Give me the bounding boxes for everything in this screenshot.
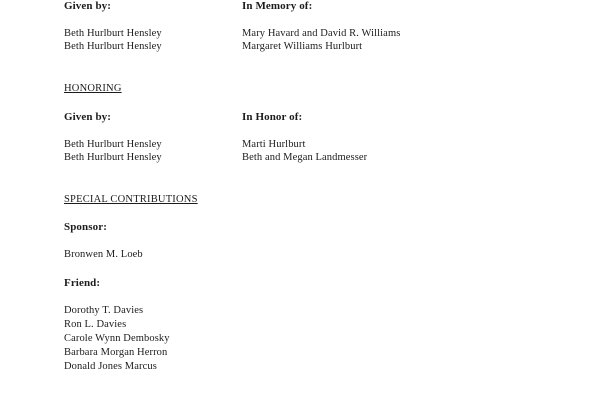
friend-name: Dorothy T. Davies [64, 305, 144, 316]
honoring-honoree: Beth and Megan Landmesser [242, 152, 368, 163]
memorial-honoree: Margaret Williams Hurlburt [242, 41, 363, 52]
honoring-section-title: HONORING [64, 83, 122, 94]
special-contributions-section-title: SPECIAL CONTRIBUTIONS [64, 194, 198, 205]
in-honor-of-heading: In Honor of: [242, 111, 303, 123]
given-by-heading: Given by: [64, 0, 112, 12]
given-by-heading: Given by: [64, 111, 112, 123]
friend-name: Donald Jones Marcus [64, 361, 157, 372]
friend-name: Ron L. Davies [64, 319, 127, 330]
in-memory-of-heading: In Memory of: [242, 0, 313, 12]
sponsor-heading: Sponsor: [64, 221, 107, 233]
friend-heading: Friend: [64, 277, 101, 289]
sponsor-name: Bronwen M. Loeb [64, 249, 143, 260]
memorial-giver: Beth Hurlburt Hensley [64, 41, 162, 52]
honoring-honoree: Marti Hurlburt [242, 139, 306, 150]
friend-name: Barbara Morgan Herron [64, 347, 168, 358]
honoring-giver: Beth Hurlburt Hensley [64, 139, 162, 150]
memorial-giver: Beth Hurlburt Hensley [64, 28, 162, 39]
memorial-honoree: Mary Havard and David R. Williams [242, 28, 401, 39]
friend-name: Carole Wynn Dembosky [64, 333, 170, 344]
honoring-giver: Beth Hurlburt Hensley [64, 152, 162, 163]
